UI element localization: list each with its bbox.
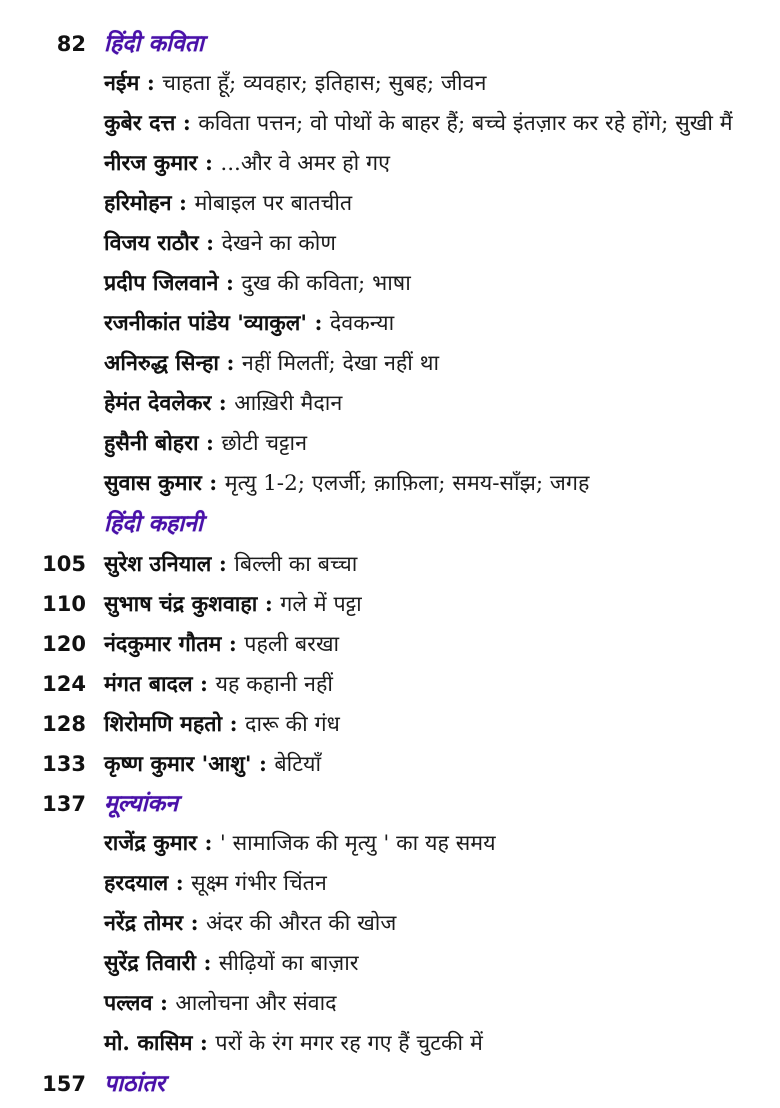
author-name: विजय राठौर	[104, 231, 199, 256]
entry-content	[104, 585, 362, 624]
entry-content	[104, 344, 439, 384]
entry-content	[104, 824, 496, 864]
work-titles: मोबाइल पर बातचीत	[194, 191, 353, 216]
author-name: सुवास कुमार	[104, 471, 202, 496]
author-name: सुरेंद्र तिवारी	[104, 951, 196, 976]
entry-content	[104, 904, 396, 944]
author-name: नीरज कुमार	[104, 151, 198, 176]
toc-row	[0, 944, 780, 984]
toc-row	[0, 704, 780, 744]
separator-colon: :	[218, 271, 242, 296]
toc-row	[0, 904, 780, 944]
toc-row	[0, 224, 780, 264]
entry-content	[104, 665, 333, 704]
entry-content	[104, 944, 359, 984]
toc-row	[0, 424, 780, 464]
separator-colon: :	[211, 552, 235, 577]
entry-content	[104, 1024, 483, 1064]
work-titles: नहीं मिलतीं; देखा नहीं था	[241, 351, 440, 376]
separator-colon: :	[171, 191, 195, 216]
page-number: 82	[56, 32, 86, 56]
separator-colon: :	[139, 71, 163, 96]
toc-row	[0, 24, 780, 64]
toc-row	[0, 144, 780, 184]
author-name: हेमंत देवलेकर	[104, 391, 212, 416]
page-number: 120	[42, 632, 86, 656]
author-name: पल्लव	[104, 991, 153, 1016]
entry-content	[104, 384, 342, 424]
work-titles: बेटियाँ	[274, 752, 322, 777]
toc-row	[0, 824, 780, 864]
section-heading: पाठांतर	[104, 1070, 165, 1097]
author-name: प्रदीप जिलवाने	[104, 271, 219, 296]
toc-list	[0, 24, 780, 1104]
author-name: रजनीकांत पांडेय 'व्याकुल'	[104, 311, 307, 336]
separator-colon: :	[196, 831, 220, 856]
entry-content	[104, 464, 589, 504]
author-name: अनिरुद्ध सिन्हा	[104, 351, 219, 376]
separator-colon: :	[198, 231, 222, 256]
author-name: सुभाष चंद्र कुशवाहा	[104, 592, 258, 617]
separator-colon: :	[257, 592, 281, 617]
page-number: 105	[42, 552, 86, 576]
work-titles: सूक्ष्म गंभीर चिंतन	[191, 871, 327, 896]
author-name: हरदयाल	[104, 871, 169, 896]
separator-colon: :	[211, 391, 235, 416]
work-titles: गले में पट्टा	[280, 592, 362, 617]
toc-row	[0, 624, 780, 664]
separator-colon: :	[152, 991, 176, 1016]
entry-content	[104, 264, 411, 304]
work-titles: अंदर की औरत की खोज	[206, 911, 397, 936]
entry-content	[104, 64, 486, 104]
work-titles: आलोचना और संवाद	[175, 991, 337, 1016]
separator-colon: :	[192, 1031, 216, 1056]
toc-row	[0, 784, 780, 824]
separator-colon: :	[168, 871, 192, 896]
separator-colon: :	[251, 752, 275, 777]
author-name: नंदकुमार गौतम	[104, 632, 222, 657]
separator-colon: :	[195, 951, 219, 976]
work-titles: चाहता हूँ; व्यवहार; इतिहास; सुबह; जीवन	[162, 71, 487, 96]
work-titles: ...और वे अमर हो गए	[220, 151, 391, 176]
entry-content	[104, 424, 307, 464]
work-titles: कविता पत्तन; वो पोथों के बाहर हैं; बच्चे इंतज़ार कर रहे होंगे; सुखी मैं	[198, 111, 733, 136]
toc-row	[0, 304, 780, 344]
page-number: 157	[42, 1072, 86, 1096]
page-number: 137	[42, 792, 86, 816]
work-titles: सीढ़ियों का बाज़ार	[218, 951, 359, 976]
work-titles: बिल्ली का बच्चा	[234, 552, 358, 577]
section-heading: हिंदी कहानी	[104, 510, 203, 537]
author-name: राजेंद्र कुमार	[104, 831, 197, 856]
toc-row	[0, 104, 780, 144]
separator-colon: :	[197, 151, 221, 176]
separator-colon: :	[192, 672, 216, 697]
separator-colon: :	[183, 911, 207, 936]
work-titles: देखने का कोण	[221, 231, 336, 256]
work-titles: परों के रंग मगर रह गए हैं चुटकी में	[215, 1031, 483, 1056]
author-name: सुरेश उनियाल	[104, 552, 212, 577]
work-titles: दारू की गंध	[245, 712, 340, 737]
entry-content	[104, 304, 394, 344]
author-name: नरेंद्र तोमर	[104, 911, 184, 936]
page-number: 133	[42, 752, 86, 776]
author-name: शिरोमणि महतो	[104, 712, 223, 737]
toc-row	[0, 264, 780, 304]
toc-row	[0, 864, 780, 904]
work-titles: दुख की कविता; भाषा	[241, 271, 411, 296]
separator-colon: :	[222, 712, 246, 737]
toc-row	[0, 984, 780, 1024]
author-name: नईम	[104, 71, 140, 96]
section-heading: हिंदी कविता	[104, 30, 204, 57]
work-titles: मृत्यु 1-2; एलर्जी; क़ाफ़िला; समय-साँझ; जगह	[224, 471, 590, 496]
work-titles: छोटी चट्टान	[221, 431, 308, 456]
work-titles: आख़िरी मैदान	[234, 391, 343, 416]
work-titles: ' सामाजिक की मृत्यु ' का यह समय	[219, 831, 496, 856]
toc-row	[0, 1064, 780, 1104]
entry-content	[104, 545, 357, 584]
toc-row	[0, 184, 780, 224]
toc-row	[0, 384, 780, 424]
separator-colon: :	[175, 111, 199, 136]
entry-content	[104, 705, 340, 744]
toc-row	[0, 344, 780, 384]
entry-content	[104, 745, 321, 784]
entry-content	[104, 864, 327, 904]
toc-row	[0, 504, 780, 544]
toc-row	[0, 1024, 780, 1064]
separator-colon: :	[306, 311, 330, 336]
entry-content	[104, 144, 390, 184]
toc-row	[0, 544, 780, 584]
separator-colon: :	[201, 471, 225, 496]
section-heading: मूल्यांकन	[104, 790, 178, 817]
author-name: हुसैनी बोहरा	[104, 431, 199, 456]
toc-row	[0, 664, 780, 704]
author-name: हरिमोहन	[104, 191, 172, 216]
author-name: कृष्ण कुमार 'आशु'	[104, 752, 252, 777]
work-titles: देवकन्या	[329, 311, 395, 336]
separator-colon: :	[218, 351, 242, 376]
work-titles: पहली बरखा	[244, 632, 340, 657]
separator-colon: :	[221, 632, 245, 657]
toc-row	[0, 64, 780, 104]
author-name: कुबेर दत्त	[104, 111, 176, 136]
author-name: मंगत बादल	[104, 672, 193, 697]
page-number: 128	[42, 712, 86, 736]
entry-content	[104, 104, 733, 144]
entry-content	[104, 625, 339, 664]
toc-row	[0, 464, 780, 504]
toc-row	[0, 744, 780, 784]
work-titles: यह कहानी नहीं	[215, 672, 333, 697]
entry-content	[104, 984, 337, 1024]
entry-content	[104, 224, 336, 264]
author-name: मो. कासिम	[104, 1031, 193, 1056]
entry-content	[104, 184, 352, 224]
page-number: 110	[42, 592, 86, 616]
page-number: 124	[42, 672, 86, 696]
separator-colon: :	[198, 431, 222, 456]
toc-row	[0, 584, 780, 624]
